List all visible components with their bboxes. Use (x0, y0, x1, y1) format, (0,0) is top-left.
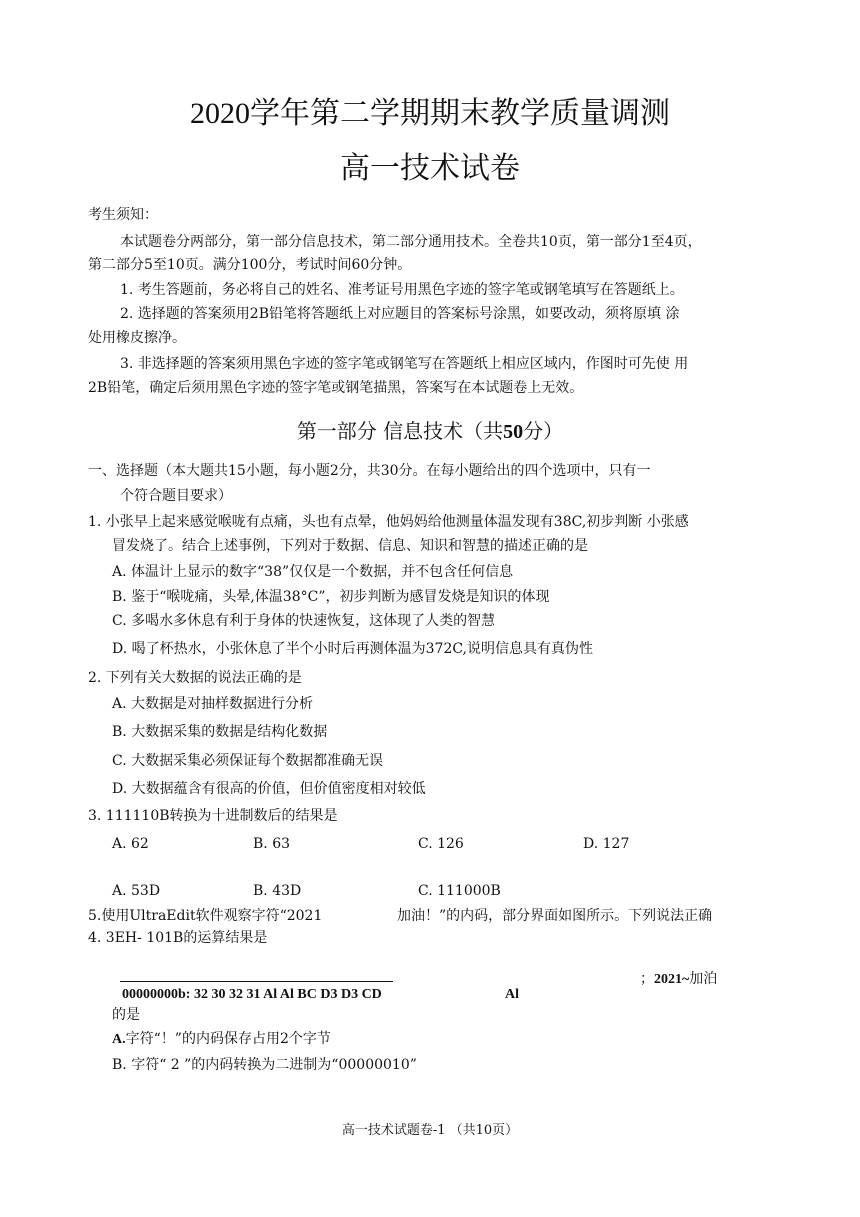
q4-option-a: A. 53D (112, 883, 161, 899)
q1-option-a: A. 体温计上显示的数字“38”仅仅是一个数据，并不包含任何信息 (112, 564, 514, 580)
q4-option-c: C. 111000B (418, 883, 501, 899)
q1-option-c: C. 多喝水多休息有利于身体的快速恢复，这体现了人类的智慧 (112, 613, 496, 629)
hex-view-line: 00000000b: 32 30 32 31 Al Al BC D3 D3 CD (122, 987, 382, 1002)
q5-stem-pre: 5.使用UltraEdit软件观察字符“2021 (88, 908, 323, 924)
notice-intro-line2: 第二部分5至10页。满分100分，考试时间60分钟。 (88, 257, 412, 273)
notice-item-1: 1. 考生答题前，务必将自己的姓名、准考证号用黑色字迹的签字笔或钢笔填写在答题纸上。 (120, 282, 684, 298)
hex-view-tail: Al (505, 987, 519, 1002)
exam-subtitle: 高一技术试卷 (340, 152, 520, 185)
q3-stem: 3. 111110B转换为十进制数后的结果是 (88, 808, 338, 824)
q5-stem-post: 加油！”的内码，部分界面如图所示。下列说法正确 (397, 908, 713, 924)
part1-heading-score: 50 (503, 421, 524, 443)
section1-line1: 一、选择题（本大题共15小题，每小题2分，共30分。在每小题给出的四个选项中，只有一 (88, 463, 651, 479)
q1-option-d: D. 喝了杯热水，小张休息了半个小时后再测体温为372C,说明信息具有真伪性 (112, 641, 594, 657)
notice-item-3-line1: 3. 非选择题的答案须用黑色字迹的签字笔或钢笔写在答题纸上相应区域内，作图时可先使 用 (120, 356, 689, 372)
notice-heading: 考生须知： (88, 207, 158, 223)
hex-view-char-panel (640, 969, 717, 990)
notice-item-3-line2: 2B铅笔，确定后须用黑色字迹的签字笔或钢笔描黑，答案写在本试题卷上无效。 (88, 380, 584, 396)
q2-option-d: D. 大数据蕴含有很高的价值，但价值密度相对较低 (112, 781, 426, 797)
q5-option-a-label: A. (112, 1032, 126, 1047)
page-footer: 高一技术试题卷-1 （共10页） (341, 1123, 519, 1138)
q5-option-b: B. 字符“ 2 ”的内码转换为二进制为“00000010” (112, 1057, 417, 1073)
q3-option-b: B. 63 (253, 836, 291, 852)
hex-view-rule (120, 981, 393, 982)
exam-title: 2020学年第二学期期末教学质量调测 (190, 97, 670, 130)
hex-view-char-text: 加泊 (689, 971, 718, 987)
part1-heading-pre: 第一部分 信息技术（共 (296, 419, 504, 443)
q2-stem: 2. 下列有关大数据的说法正确的是 (88, 670, 302, 686)
q2-option-c: C. 大数据采集必须保证每个数据都准确无误 (112, 753, 384, 769)
q3-option-d: D. 127 (583, 836, 630, 852)
q2-option-b: B. 大数据采集的数据是结构化数据 (112, 724, 328, 740)
q3-option-c: C. 126 (418, 836, 464, 852)
q5-option-a-text: 字符“！”的内码保存占用2个字节 (125, 1031, 331, 1047)
q5-option-a (112, 1029, 331, 1050)
part1-heading-post: 分） (523, 419, 564, 443)
section1-line2: 个符合题目要求） (120, 488, 232, 504)
q4-option-b: B. 43D (253, 883, 302, 899)
q1-stem-line1: 1. 小张早上起来感觉喉咙有点痛，头也有点晕，他妈妈给他测量体温发现有38C,初步判断 小张感 (88, 514, 689, 530)
hex-view-char-sep: ； (640, 971, 654, 987)
notice-item-2-line1: 2. 选择题的答案须用2B铅笔将答题纸上对应题目的答案标号涂黑，如要改动，须将原填 涂 (120, 306, 680, 322)
hex-view-char-num: 2021~ (654, 972, 690, 987)
notice-item-2-line2: 处用橡皮擦净。 (88, 330, 186, 346)
q5-stem-cont: 的是 (112, 1007, 140, 1023)
q1-option-b: B. 鉴于“喉咙痛，头晕,体温38°C”，初步判断为感冒发烧是知识的体现 (112, 589, 550, 605)
part1-heading (0, 418, 860, 445)
notice-intro-line1: 本试题卷分两部分，第一部分信息技术，第二部分通用技术。全卷共10页，第一部分1至4页， (120, 234, 702, 250)
q1-stem-line2: 冒发烧了。结合上述事例，下列对于数据、信息、知识和智慧的描述正确的是 (112, 538, 588, 554)
q3-option-a: A. 62 (112, 836, 149, 852)
q2-option-a: A. 大数据是对抽样数据进行分析 (112, 696, 314, 712)
q4-stem: 4. 3EH- 101B的运算结果是 (88, 930, 268, 946)
